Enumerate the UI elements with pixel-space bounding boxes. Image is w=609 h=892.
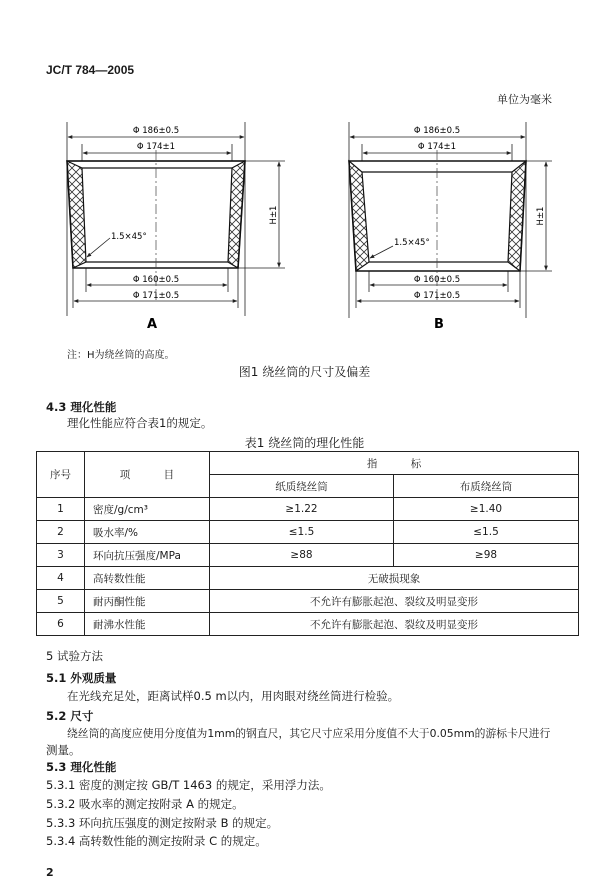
section-5-3-4: 5.3.4 高转数性能的测定按附录 C 的规定。: [46, 834, 267, 848]
a-inner-top-label: Φ 174±1: [136, 142, 176, 152]
row-both: 无破损现象: [210, 567, 579, 590]
section-5-3-heading: 5.3 理化性能: [46, 760, 117, 774]
row-item: 高转数性能: [85, 567, 210, 590]
row-item: 耐丙酮性能: [85, 590, 210, 613]
properties-table: [36, 451, 579, 636]
header-cloth: 布质绕丝筒: [394, 475, 579, 498]
header-no: 序号: [37, 452, 85, 498]
header-item: 项 目: [85, 452, 210, 498]
b-inner-bottom-label: Φ 160±0.5: [413, 275, 461, 285]
section-5-2-text-line2: 测量。: [46, 743, 81, 757]
section-5-heading: 5 试验方法: [46, 649, 103, 663]
section-5-1-text: 在光线充足处，距离试样0.5 m以内，用肉眼对绕丝筒进行检验。: [67, 689, 400, 703]
table-caption: 表1 绕丝筒的理化性能: [244, 436, 365, 450]
row-no: 5: [37, 590, 85, 613]
header-paper: 纸质绕丝筒: [210, 475, 394, 498]
b-chamfer-label: 1.5×45°: [394, 238, 430, 248]
row-item: 耐沸水性能: [85, 613, 210, 636]
row-no: 2: [37, 521, 85, 544]
table-row: [37, 544, 579, 567]
table-row: [37, 613, 579, 636]
row-item: 吸水率/%: [85, 521, 210, 544]
variant-b-label: B: [434, 317, 444, 332]
cylinder-a: [67, 122, 285, 316]
standard-code: JC/T 784—2005: [46, 63, 135, 77]
table-row: [37, 567, 579, 590]
b-outer-top-label: Φ 186±0.5: [413, 126, 461, 136]
row-cloth: ≥1.40: [394, 498, 579, 521]
b-height-label: H±1: [536, 206, 546, 226]
row-item: 环向抗压强度/MPa: [85, 544, 210, 567]
a-height-label: H±1: [269, 205, 279, 225]
section-5-3-1: 5.3.1 密度的测定按 GB/T 1463 的规定，采用浮力法。: [46, 778, 331, 792]
header-index: 指 标: [210, 452, 579, 475]
row-paper: ≥1.22: [210, 498, 394, 521]
page-number: 2: [46, 866, 54, 879]
row-no: 1: [37, 498, 85, 521]
figure-note: 注：H为绕丝筒的高度。: [67, 350, 175, 361]
section-5-2-heading: 5.2 尺寸: [46, 709, 94, 723]
b-inner-top-label: Φ 174±1: [417, 142, 457, 152]
a-outer-bottom-label: Φ 171±0.5: [132, 291, 180, 301]
section-4-3-heading: 4.3 理化性能: [46, 400, 117, 414]
section-5-3-3: 5.3.3 环向抗压强度的测定按附录 B 的规定。: [46, 816, 279, 830]
b-outer-bottom-label: Φ 171±0.5: [413, 291, 461, 301]
row-item: 密度/g/cm³: [85, 498, 210, 521]
a-inner-bottom-label: Φ 160±0.5: [132, 275, 180, 285]
row-no: 3: [37, 544, 85, 567]
row-cloth: ≤1.5: [394, 521, 579, 544]
row-both: 不允许有膨胀起泡、裂纹及明显变形: [210, 613, 579, 636]
section-5-1-heading: 5.1 外观质量: [46, 671, 117, 685]
row-both: 不允许有膨胀起泡、裂纹及明显变形: [210, 590, 579, 613]
row-cloth: ≥98: [394, 544, 579, 567]
figure-caption: 图1 绕丝筒的尺寸及偏差: [238, 365, 371, 379]
section-5-2-text-line1: 绕丝筒的高度应使用分度值为1mm的钢直尺，其它尺寸应采用分度值不大于0.05mm的游标卡尺进行: [67, 727, 551, 740]
section-5-3-2: 5.3.2 吸水率的测定按附录 A 的规定。: [46, 797, 244, 811]
table-row: [37, 498, 579, 521]
row-no: 6: [37, 613, 85, 636]
a-outer-top-label: Φ 186±0.5: [132, 126, 180, 136]
row-paper: ≤1.5: [210, 521, 394, 544]
row-no: 4: [37, 567, 85, 590]
variant-a-label: A: [146, 317, 158, 332]
table-row: [37, 521, 579, 544]
figure-1-drawing: [0, 110, 609, 342]
unit-note: 单位为毫米: [497, 93, 552, 106]
section-4-3-text: 理化性能应符合表1的规定。: [67, 416, 213, 430]
a-chamfer-label: 1.5×45°: [111, 232, 147, 242]
table-row: [37, 590, 579, 613]
row-paper: ≥88: [210, 544, 394, 567]
